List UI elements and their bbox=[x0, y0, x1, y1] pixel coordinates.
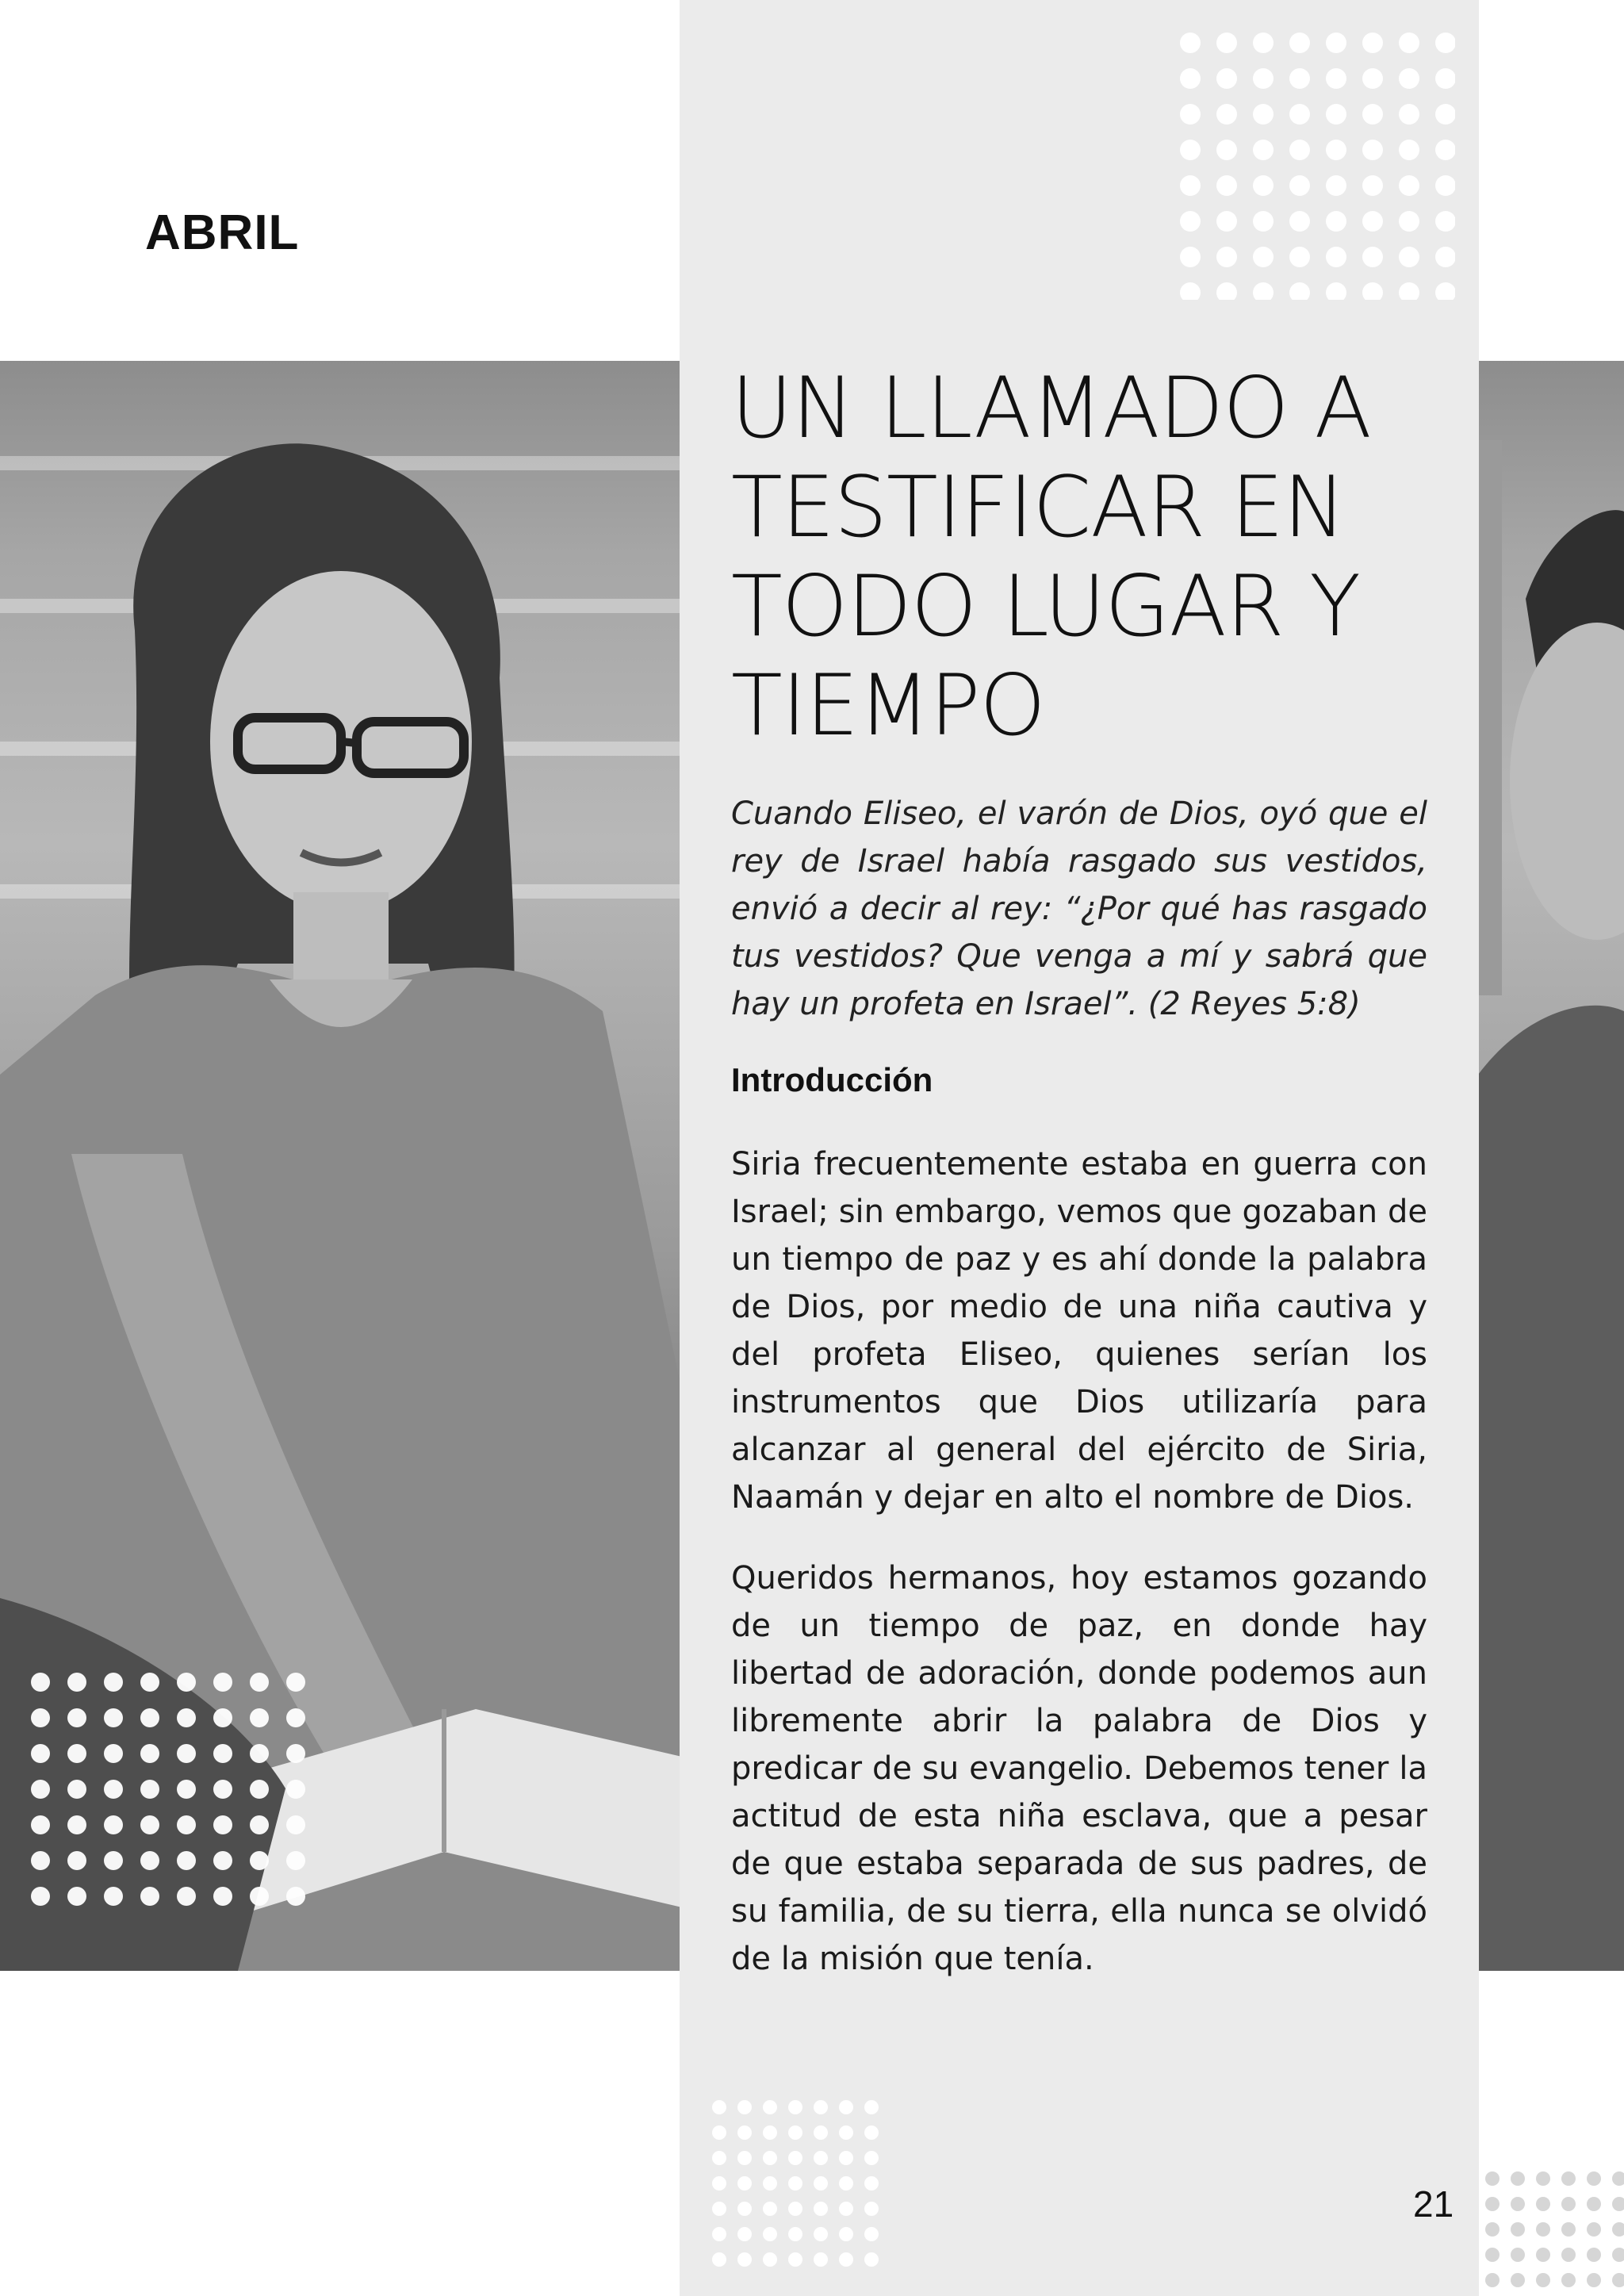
page-number: 21 bbox=[1413, 2183, 1454, 2225]
man-figure bbox=[1478, 361, 1624, 1971]
body-paragraph: Siria frecuentemente estaba en guerra con Israel; sin embargo, vemos que gozaban de un tiempo de paz y es ahí donde la palabra de Dios, por medio de una niña cautiva y del profeta Eliseo, quienes serían los instrumentos que Dios utilizaría para alcanzar al general del ejército de Siria, Naamán y dejar en alto el nombre de Dios. bbox=[731, 1146, 1427, 1516]
body-paragraph: Queridos hermanos, hoy estamos gozando de un tiempo de paz, en donde hay libertad de adoración, donde podemos aun libremente abrir la palabra de Dios y predicar de su evangelio. Debemos tener la actitud de esta niña esclava, que a pesar de que estaba separada de sus padres, de su familia, de su tierra, ella nunca se olvidó de la misión que tenía. bbox=[731, 1560, 1427, 1977]
section-heading: Introducción bbox=[731, 1061, 933, 1098]
title-line: UN LLAMADO A bbox=[731, 359, 1371, 457]
title-line: TODO LUGAR Y bbox=[731, 558, 1361, 655]
month-label: ABRIL bbox=[145, 205, 300, 260]
title-line: TESTIFICAR EN bbox=[731, 458, 1346, 556]
scripture-verse: Cuando Eliseo, el varón de Dios, oyó que el rey de Israel había rasgado sus vestidos, envió a decir al rey: “¿Por qué has rasgado tus vestidos? Que venga a mí y sabrá que hay un profeta en Israel”. (2 Reyes 5:8) bbox=[731, 795, 1427, 1022]
dot-pattern bbox=[28, 1669, 305, 1931]
dot-pattern bbox=[710, 2098, 880, 2296]
dot-pattern bbox=[1178, 30, 1455, 300]
title-line: TIEMPO bbox=[731, 657, 1045, 754]
dot-pattern bbox=[1483, 2169, 1624, 2296]
article-title bbox=[731, 358, 1445, 755]
